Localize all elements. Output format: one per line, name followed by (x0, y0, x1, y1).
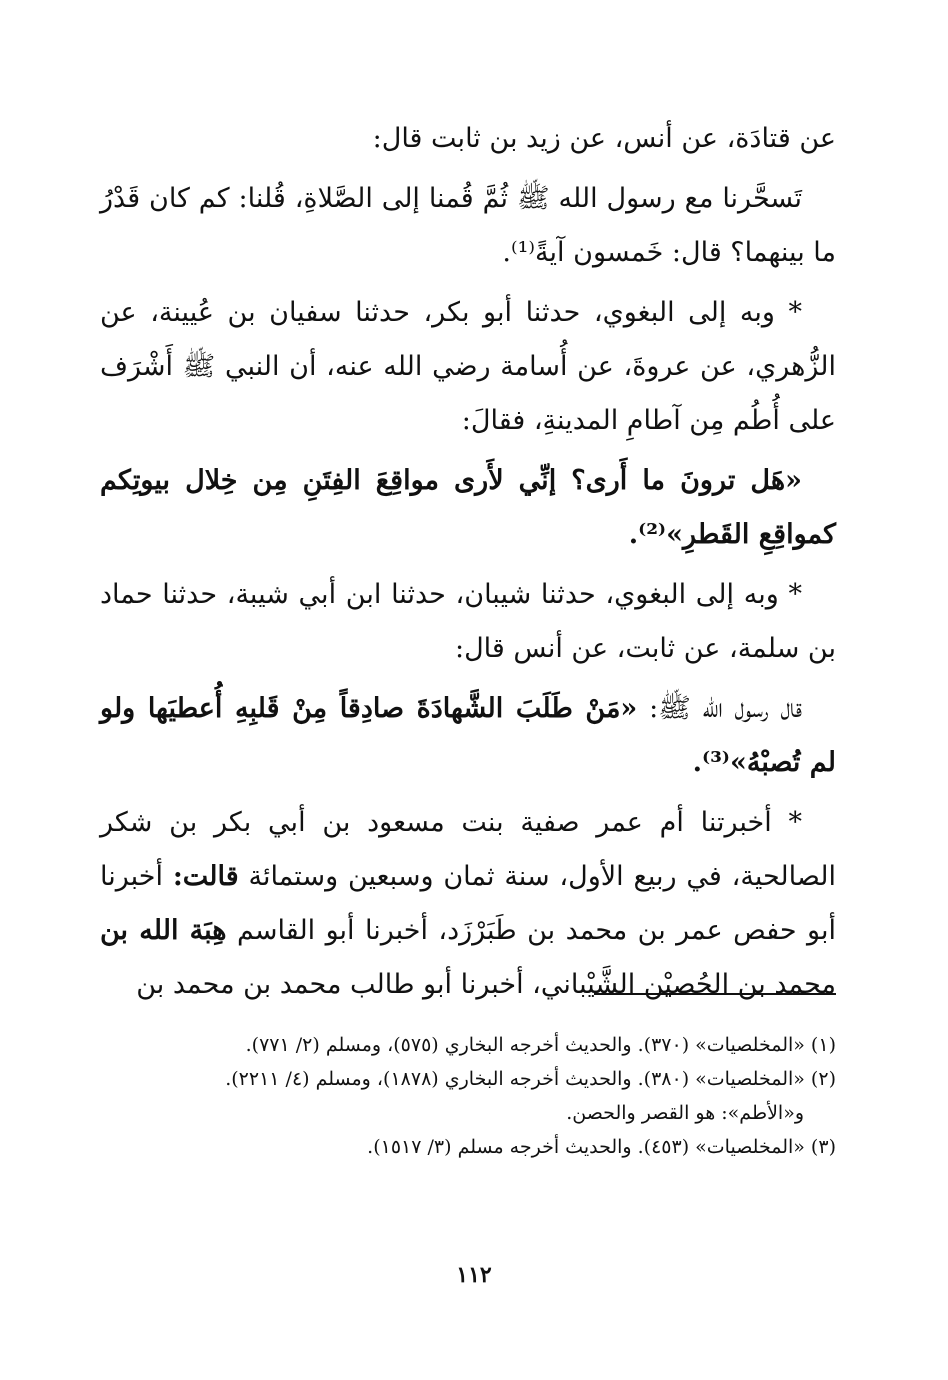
hadith-quote-2: «مَنْ طَلَبَ الشَّهادَةَ صادِقاً مِنْ قَلبِهِ أُعطيَها ولو لم تُصبْهُ»⁽³⁾. (100, 693, 836, 778)
paragraph-1: عن قتادَة، عن أنس، عن زيد بن ثابت قال: (372, 123, 836, 154)
paragraph-7 (100, 796, 836, 1012)
footnotes (100, 1028, 836, 1164)
footnote-separator (594, 993, 836, 995)
paragraph-7-part-a: * أخبرتنا أم عمر صفية بنت مسعود بن أبي بكر بن شكر الصالحية، في ربيع الأول، سنة ثمان وسبعين وستمائة (100, 807, 836, 892)
paragraph-7-name: هِبَة الله بن (100, 915, 227, 946)
paragraph-6-intro: قال رسول الله ﷺ: (637, 693, 803, 724)
paragraph-5: * وبه إلى البغوي، حدثنا شيبان، حدثنا ابن أبي شيبة، حدثنا حماد بن سلمة، عن ثابت، عن أنس قال: (100, 579, 836, 664)
paragraph-3: * وبه إلى البغوي، حدثنا أبو بكر، حدثنا سفيان بن عُيينة، عن الزُّهري، عن عروةَ، عن أُسامة رضي الله عنه، أن النبي ﷺ أَشْرَف على أُطُم مِن آطامِ المدينةِ، فقالَ: (100, 297, 836, 436)
paragraph-7-part-c: أخبرنا أبو حفص عمر بن محمد بن طَبَرْزَد، أخبرنا أبو القاسم (100, 861, 836, 946)
main-text (100, 112, 836, 1018)
footnote-2: (٢) «المخلصيات» (٣٨٠). والحديث أخرجه البخاري (١٨٧٨)، ومسلم (٤/ ٢٢١١). (225, 1068, 836, 1090)
paragraph-2: تَسحَّرنا مع رسول الله ﷺ ثُمَّ قُمنا إلى الصَّلاةِ، قُلنا: كم كان قَدْرُ ما بينهما؟ قال: خَمسون آيةً⁽¹⁾. (100, 183, 836, 268)
footnote-3: (٣) «المخلصيات» (٤٥٣). والحديث أخرجه مسلم (٣/ ١٥١٧). (367, 1136, 836, 1158)
footnote-2-gloss: و«الأطم»: هو القصر والحصن. (566, 1102, 804, 1124)
page-number: ١١٢ (456, 1262, 492, 1288)
paragraph-6 (100, 682, 836, 790)
paragraph-7-qalat: قالت: (172, 861, 239, 892)
paragraph-7-part-e: محمد بن الحُصيْن الشَّيْباني، أخبرنا أبو طالب محمد بن محمد بن (136, 969, 836, 1000)
hadith-quote-1: «هَل ترونَ ما أَرى؟ إنِّي لأَرى مواقِعَ الفِتَنِ مِن خِلال بيوتِكم كمواقِعِ القَطرِ»⁽²⁾. (100, 465, 836, 550)
footnote-1: (١) «المخلصيات» (٣٧٠). والحديث أخرجه البخاري (٥٧٥)، ومسلم (٢/ ٧٧١). (245, 1034, 836, 1056)
